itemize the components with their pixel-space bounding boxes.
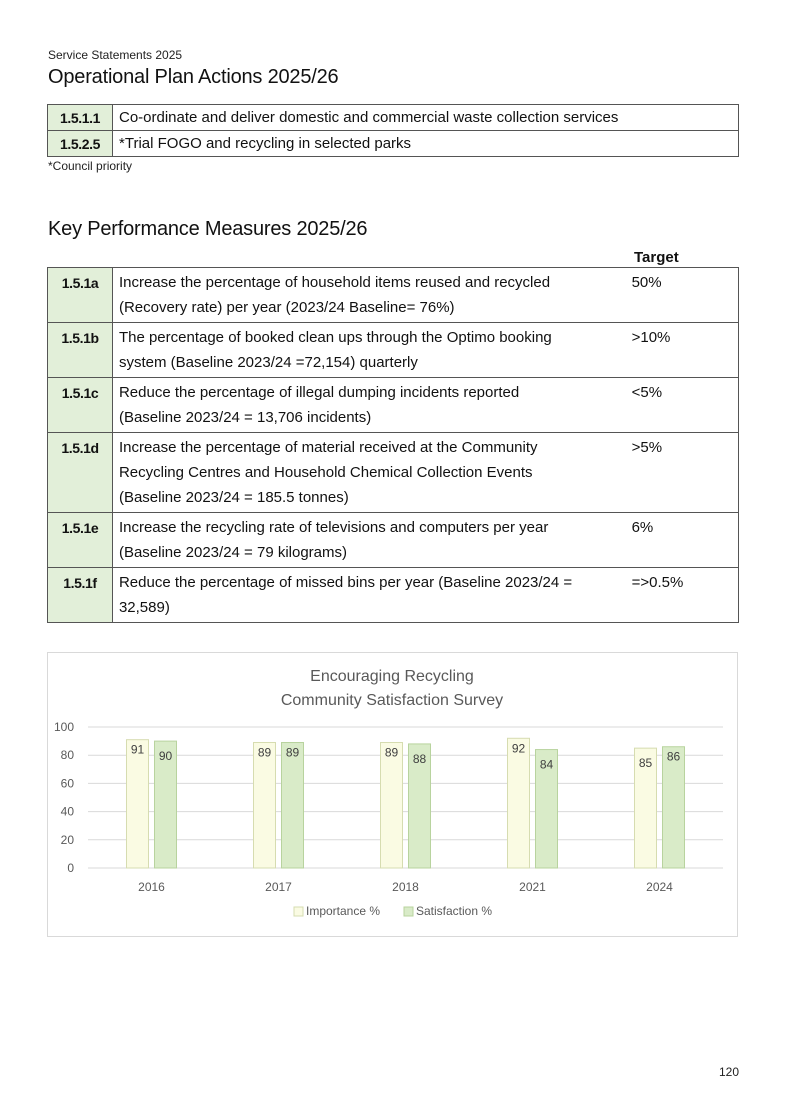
target-header: Target — [634, 249, 679, 266]
legend-swatch — [404, 907, 413, 916]
kpm-desc-line: The percentage of booked clean ups through the Optimo booking — [118, 329, 552, 346]
footnote: *Council priority — [48, 159, 133, 173]
page-number: 120 — [719, 1065, 740, 1079]
kpm-desc-line: (Recovery rate) per year (2023/24 Baseline= 76%) — [118, 299, 455, 316]
data-label: 89 — [285, 745, 300, 760]
data-label: 84 — [539, 757, 554, 772]
kpm-desc-line: Increase the percentage of household items reused and recycled — [118, 274, 551, 291]
kpm-desc-line: Recycling Centres and Household Chemical Collection Events — [118, 464, 533, 481]
data-label: 85 — [638, 756, 653, 771]
bar — [254, 743, 276, 868]
kpm-title: Key Performance Measures 2025/26 — [48, 218, 368, 240]
data-label: 92 — [511, 741, 526, 756]
bar — [127, 740, 149, 868]
chart-subtitle: Community Satisfaction Survey — [280, 692, 504, 709]
section-label: Service Statements 2025 — [48, 48, 183, 62]
kpm-code: 1.5.1b — [48, 323, 113, 378]
bar — [381, 743, 403, 868]
kpm-target: <5% — [626, 378, 739, 433]
bar — [508, 738, 530, 868]
y-tick-label: 0 — [67, 861, 74, 875]
kpm-target: >5% — [626, 433, 739, 513]
kpm-desc-line: (Baseline 2023/24 = 185.5 tonnes) — [118, 489, 349, 506]
table-row — [48, 131, 739, 157]
kpm-description — [112, 433, 625, 513]
y-tick-label: 60 — [60, 776, 74, 791]
table-row — [48, 378, 739, 433]
kpm-desc-line: Reduce the percentage of missed bins per year (Baseline 2023/24 = — [118, 574, 573, 591]
action-code: 1.5.1.1 — [48, 105, 113, 131]
legend-label: Importance % — [306, 904, 381, 918]
y-tick-label: 100 — [53, 720, 74, 734]
page-title: Operational Plan Actions 2025/26 — [48, 66, 339, 88]
kpm-code: 1.5.1e — [48, 513, 113, 568]
data-label: 90 — [158, 749, 173, 764]
data-label: 89 — [384, 745, 399, 760]
kpm-description — [112, 378, 625, 433]
actions-table — [47, 104, 739, 157]
kpm-desc-line: (Baseline 2023/24 = 79 kilograms) — [118, 544, 347, 561]
data-label: 88 — [412, 751, 427, 766]
table-row — [48, 268, 739, 323]
legend-label: Satisfaction % — [416, 904, 493, 918]
x-tick-label: 2024 — [646, 880, 673, 894]
x-tick-label: 2021 — [519, 880, 546, 894]
x-tick-label: 2016 — [138, 880, 165, 894]
kpm-code: 1.5.1f — [48, 568, 113, 623]
action-code: 1.5.2.5 — [48, 131, 113, 157]
kpm-description — [112, 513, 625, 568]
x-tick-label: 2017 — [265, 880, 292, 894]
kpm-desc-line: 32,589) — [118, 599, 170, 616]
kpm-desc-line: system (Baseline 2023/24 =72,154) quarterly — [118, 354, 418, 371]
kpm-code: 1.5.1c — [48, 378, 113, 433]
kpm-table — [47, 267, 739, 623]
kpm-description — [112, 323, 625, 378]
table-row — [48, 433, 739, 513]
y-tick-label: 40 — [60, 804, 74, 819]
kpm-target: 6% — [626, 513, 739, 568]
chart-container — [47, 652, 738, 937]
kpm-code: 1.5.1a — [48, 268, 113, 323]
kpm-target: 50% — [626, 268, 739, 323]
bar — [663, 747, 685, 868]
kpm-desc-line: Increase the percentage of material received at the Community — [118, 439, 538, 456]
kpm-description — [112, 268, 625, 323]
y-tick-label: 20 — [60, 832, 74, 847]
kpm-target: >10% — [626, 323, 739, 378]
kpm-code: 1.5.1d — [48, 433, 113, 513]
action-text: *Trial FOGO and recycling in selected parks — [113, 131, 739, 157]
kpm-description — [112, 568, 625, 623]
bar-chart — [48, 653, 737, 936]
data-label: 89 — [257, 745, 272, 760]
kpm-target: =>0.5% — [626, 568, 739, 623]
data-label: 91 — [130, 742, 145, 757]
kpm-desc-line: Reduce the percentage of illegal dumping incidents reported — [118, 384, 520, 401]
y-tick-label: 80 — [60, 748, 74, 763]
kpm-desc-line: (Baseline 2023/24 = 13,706 incidents) — [118, 409, 372, 426]
table-row — [48, 568, 739, 623]
chart-title: Encouraging Recycling — [310, 668, 474, 685]
table-row — [48, 323, 739, 378]
table-row — [48, 105, 739, 131]
x-tick-label: 2018 — [392, 880, 419, 894]
table-row — [48, 513, 739, 568]
data-label: 86 — [666, 749, 681, 764]
action-text: Co-ordinate and deliver domestic and commercial waste collection services — [113, 105, 739, 131]
kpm-desc-line: Increase the recycling rate of televisions and computers per year — [118, 519, 549, 536]
bar — [282, 743, 304, 868]
legend-swatch — [294, 907, 303, 916]
